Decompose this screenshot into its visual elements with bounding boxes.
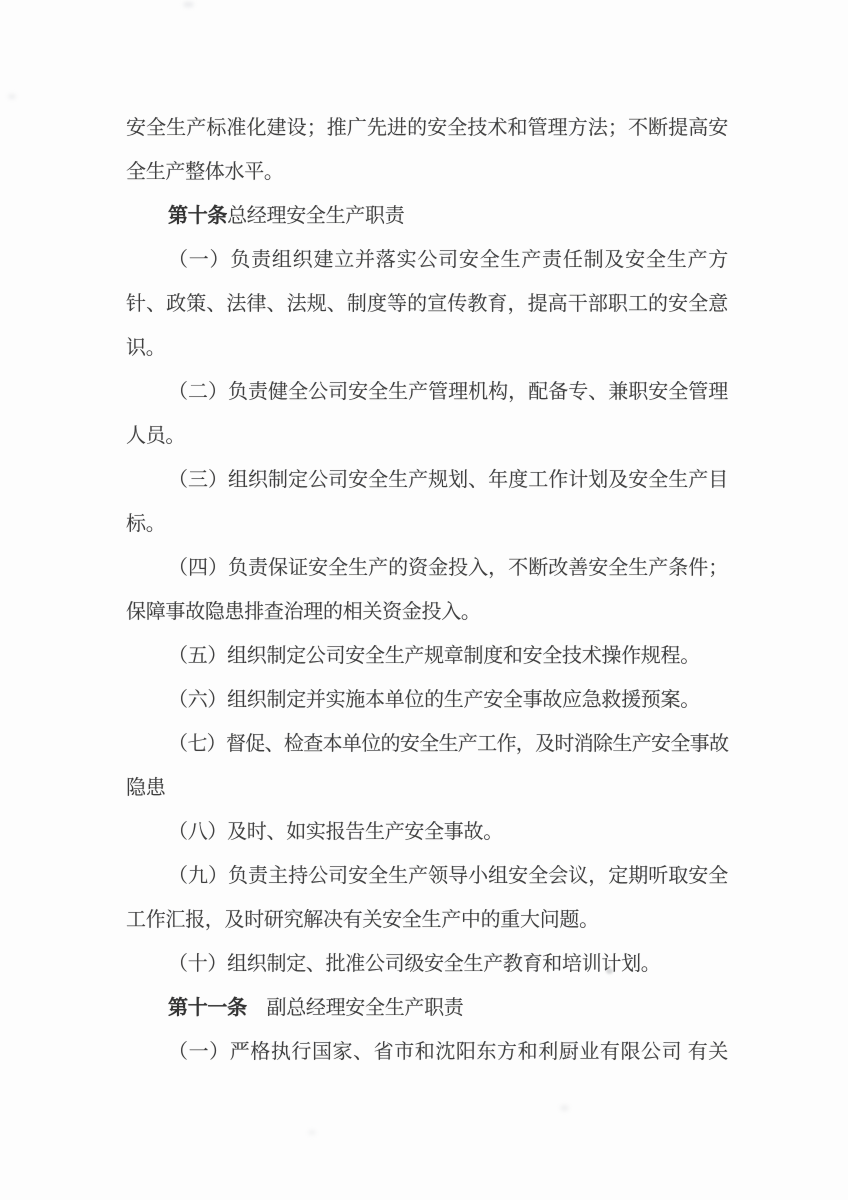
scan-smudge bbox=[183, 2, 194, 7]
text-run: （八）及时、如实报告生产安全事故。 bbox=[168, 821, 503, 843]
text-line bbox=[126, 238, 728, 282]
text-run: （二）负责健全公司安全生产管理机构，配备专、兼职安全管理 bbox=[168, 381, 728, 403]
text-run: （四）负责保证安全生产的资金投入，不断改善安全生产条件； bbox=[168, 557, 728, 579]
text-line bbox=[126, 546, 728, 590]
text-line bbox=[126, 678, 728, 722]
text-line bbox=[126, 942, 728, 986]
heading-number-text: 第十条 bbox=[168, 205, 228, 227]
text-run: （五）组织制定公司安全生产规章制度和安全技术操作规程。 bbox=[168, 645, 700, 667]
text-run: 识。 bbox=[126, 337, 166, 359]
text-run: （十）组织制定、批准公司级安全生产教育和培训计划。 bbox=[168, 953, 661, 975]
heading-number-text: 第十一条 bbox=[168, 997, 247, 1019]
text-line bbox=[126, 282, 728, 326]
text-run: （一）负责组织建立并落实公司安全生产责任制及安全生产方 bbox=[168, 249, 728, 271]
text-line bbox=[126, 722, 728, 766]
text-line bbox=[126, 414, 728, 458]
scan-smudge bbox=[308, 1130, 316, 1135]
heading-line bbox=[126, 194, 728, 238]
text-line bbox=[126, 590, 728, 634]
text-line bbox=[126, 502, 728, 546]
heading-line bbox=[126, 986, 728, 1030]
text-line bbox=[126, 898, 728, 942]
text-line bbox=[126, 370, 728, 414]
document-text-block bbox=[126, 106, 728, 1074]
text-run: 人员。 bbox=[126, 425, 186, 447]
text-line bbox=[126, 458, 728, 502]
text-run: 针、政策、法律、法规、制度等的宣传教育，提高干部职工的安全意 bbox=[126, 293, 728, 315]
text-run: 标。 bbox=[126, 513, 166, 535]
text-line bbox=[126, 326, 728, 370]
text-run: （七）督促、检查本单位的安全生产工作，及时消除生产安全事故 bbox=[168, 733, 729, 755]
text-run: 安全生产标准化建设；推广先进的安全技术和管理方法；不断提高安 bbox=[126, 117, 728, 139]
text-run: （九）负责主持公司安全生产领导小组安全会议，定期听取安全 bbox=[168, 865, 728, 887]
text-run: 总经理安全生产职责 bbox=[227, 205, 405, 227]
text-run: 副总经理安全生产职责 bbox=[246, 997, 464, 1019]
text-line bbox=[126, 854, 728, 898]
text-line bbox=[126, 634, 728, 678]
scan-smudge bbox=[8, 94, 16, 99]
text-line bbox=[126, 766, 728, 810]
text-run: 工作汇报，及时研究解决有关安全生产中的重大问题。 bbox=[126, 909, 599, 931]
text-run: （一）严格执行国家、省市和沈阳东方和利厨业有限公司 有关 bbox=[168, 1041, 728, 1063]
text-run: （六）组织制定并实施本单位的生产安全事故应急救援预案。 bbox=[168, 689, 700, 711]
text-line bbox=[126, 106, 728, 150]
text-run: 全生产整体水平。 bbox=[126, 161, 284, 183]
text-line bbox=[126, 810, 728, 854]
text-run: 隐患 bbox=[126, 777, 166, 799]
text-line bbox=[126, 1030, 728, 1074]
scan-smudge bbox=[560, 1105, 569, 1111]
text-run: 保障事故隐患排查治理的相关资金投入。 bbox=[126, 601, 481, 623]
text-run: （三）组织制定公司安全生产规划、年度工作计划及安全生产目 bbox=[168, 469, 728, 491]
text-line bbox=[126, 150, 728, 194]
